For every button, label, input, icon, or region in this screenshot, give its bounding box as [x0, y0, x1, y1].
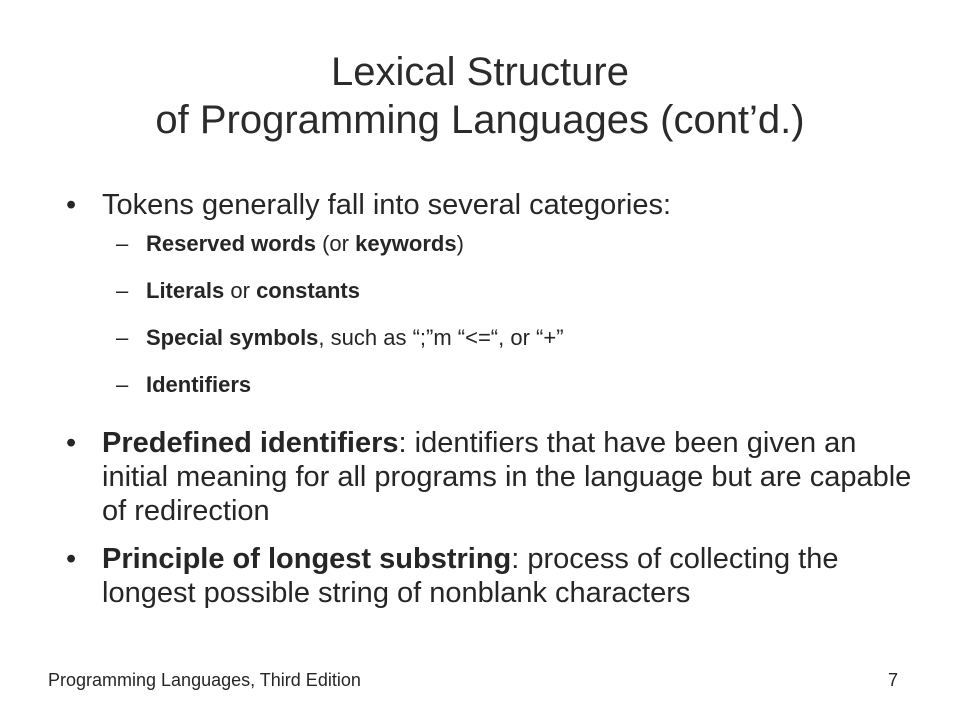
slide-content — [66, 188, 926, 610]
subitem-reserved-words — [66, 230, 926, 277]
page-number: 7 — [887, 670, 898, 690]
subitem-special-symbols — [66, 324, 926, 371]
sub-text: or — [224, 278, 257, 303]
sub-text: (or — [315, 231, 356, 256]
bullet-marker: • — [66, 427, 77, 459]
bullet-text: : identifiers that have been given an initial meaning for all programs in the language but are capable of redirection — [102, 427, 912, 527]
sub-bold-term: Literals — [146, 278, 225, 303]
bullet-text: : process of collecting the longest possible string of nonblank characters — [102, 543, 839, 609]
bullet-predefined-identifiers — [66, 426, 926, 528]
slide-title — [40, 48, 920, 144]
bullet-longest-substring — [66, 542, 926, 610]
bullet-tokens — [66, 188, 926, 222]
bullet-bold-term: Principle of longest substring — [102, 543, 512, 575]
sub-bold-term: Identifiers — [146, 372, 252, 397]
slide-title-line-2: of Programming Languages (cont’d.) — [155, 98, 805, 142]
slide-title-line-1: Lexical Structure — [331, 50, 629, 94]
footer-text: Programming Languages, Third Edition — [48, 670, 361, 690]
sub-bullet-marker: – — [116, 231, 129, 256]
sub-bold-term-2: constants — [256, 278, 360, 303]
sub-text: , such as “;”m “<=“, or “+” — [318, 325, 564, 350]
bullet-bold-term: Predefined identifiers — [102, 427, 399, 459]
sub-bullet-marker: – — [116, 278, 129, 303]
sub-bold-term-2: keywords — [355, 231, 457, 256]
sub-bullet-marker: – — [116, 325, 129, 350]
bullet-marker: • — [66, 543, 77, 575]
sub-bold-term: Reserved words — [146, 231, 316, 256]
sub-bold-term: Special symbols — [146, 325, 319, 350]
bullet-text: Tokens generally fall into several categories: — [102, 189, 672, 221]
subitem-literals — [66, 277, 926, 324]
sub-text-2: ) — [456, 231, 464, 256]
subitem-identifiers — [66, 371, 926, 418]
sub-bullet-marker: – — [116, 372, 129, 397]
bullet-marker: • — [66, 189, 77, 221]
